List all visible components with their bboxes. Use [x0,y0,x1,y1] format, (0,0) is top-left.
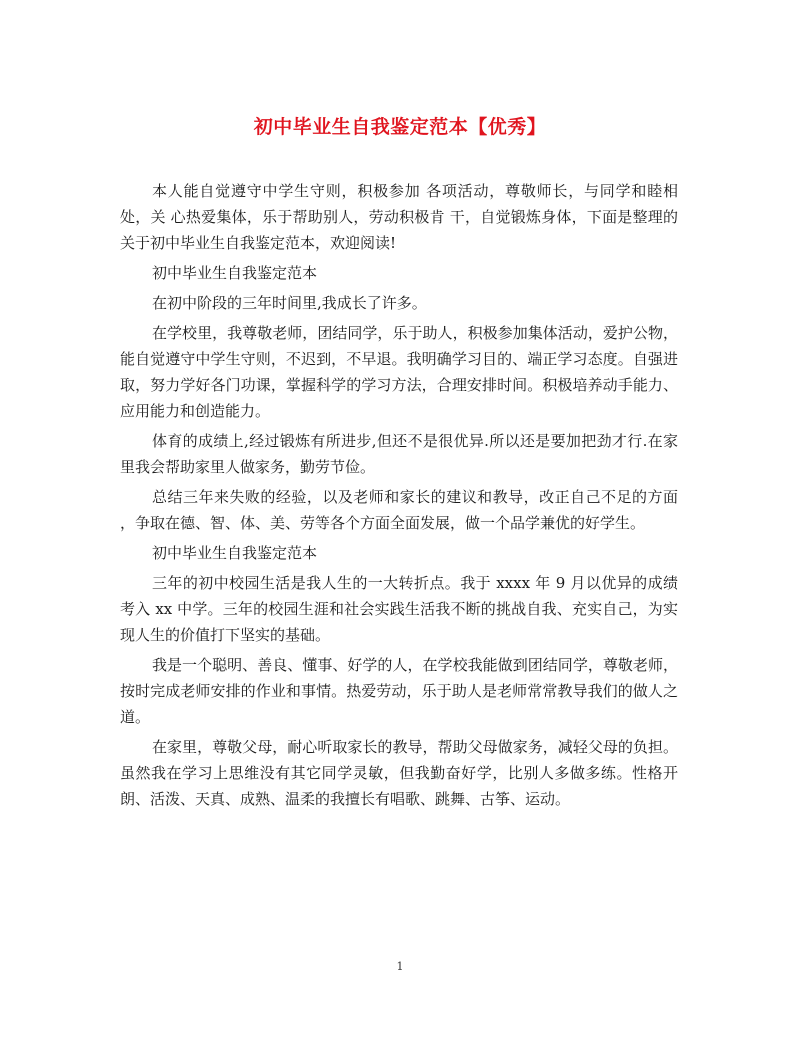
document-body [120,178,678,816]
section-heading: 初中毕业生自我鉴定范本 [152,544,318,562]
body-paragraph: 三年的初中校园生活是我人生的一大转折点。我于 xxxx 年 9 月以优异的成绩考入 xx 中学。三年的校园生涯和社会实践生活我不断的挑战自我、充实自己，为实现人生的价值打下坚实的基础。 [120,574,678,644]
body-paragraph: 总结三年来失败的经验，以及老师和家长的建议和教导，改正自己不足的方面 ，争取在德、智、体、美、劳等各个方面全面发展，做一个品学兼优的好学生。 [120,488,678,532]
body-paragraph: 在家里，尊敬父母，耐心听取家长的教导，帮助父母做家务，减轻父母的负担。虽然我在学习上思维没有其它同学灵敏，但我勤奋好学，比别人多做多练。性格开朗、活泼、天真、成熟、温柔的我擅长有唱歌、跳舞、古筝、运动。 [120,738,678,808]
body-paragraph: 体育的成绩上,经过锻炼有所进步,但还不是很优异.所以还是要加把劲才行.在家里我会帮助家里人做家务，勤劳节俭。 [120,432,678,476]
document-title: 初中毕业生自我鉴定范本【优秀】 [253,116,547,138]
body-paragraph: 我是一个聪明、善良、懂事、好学的人，在学校我能做到团结同学，尊敬老师，按时完成老师安排的作业和事情。热爱劳动，乐于助人是老师常常教导我们的做人之道。 [120,656,678,726]
section-heading: 初中毕业生自我鉴定范本 [152,264,318,282]
page-number: 1 [396,960,404,973]
body-paragraph: 在初中阶段的三年时间里,我成长了许多。 [152,294,427,312]
body-paragraph: 在学校里，我尊敬老师，团结同学，乐于助人，积极参加集体活动，爱护公物，能自觉遵守中学生守则，不迟到，不早退。我明确学习目的、端正学习态度。自强进取，努力学好各门功课，掌握科学的学习方法，合理安排时间。积极培养动手能力、应用能力和创造能力。 [120,324,678,420]
intro-paragraph: 本人能自觉遵守中学生守则，积极参加 各项活动，尊敬师长，与同学和睦相处，关 心热爱集体，乐于帮助别人，劳动积极肯 干，自觉锻炼身体，下面是整理的关于初中毕业生自我鉴定范本，欢迎阅读! [120,182,678,252]
